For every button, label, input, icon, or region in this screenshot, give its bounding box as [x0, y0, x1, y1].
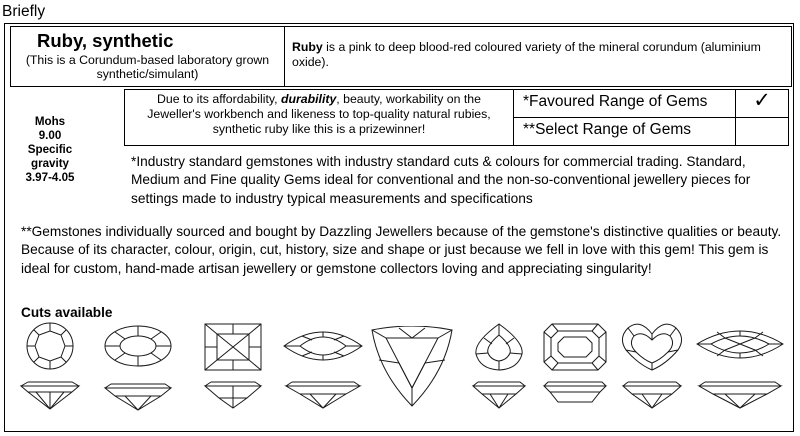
- round-cut-icon: [18, 322, 82, 412]
- gem-description-cell: [284, 26, 792, 87]
- favoured-range-label: *Favoured Range of Gems: [513, 89, 736, 118]
- select-gems-text: **Gemstones individually sourced and bought by Dazzling Jewellers because of the gemstone's distinctive qualities or beauty. Because of its character, colour, origin, cut, history, size and shape or just because we fell in love with this gem! This gem is ideal for custom, hand-made artisan jewellery or gemstone collectors loving and appreciating singularity!: [21, 224, 782, 276]
- princess-cut-icon: [203, 322, 263, 412]
- highlight-text-end: , beauty, workability on the Jeweller's workbench and likeness to top-quality natural rubies, synthetic ruby like this is a prizewinner!: [147, 92, 491, 136]
- gem-name: Ruby, synthetic: [37, 30, 174, 51]
- specific-gravity-value: 3.97-4.05: [25, 171, 75, 184]
- gem-description-name: Ruby: [292, 40, 323, 54]
- gem-name-cell: [10, 26, 285, 87]
- marquise-cut-icon: [282, 322, 364, 412]
- oval-cut-icon: [103, 324, 173, 412]
- pear-cut-icon: [470, 322, 528, 412]
- select-range-check: [735, 117, 789, 146]
- cushion-cut-icon: [695, 322, 785, 412]
- industry-standard-text: *Industry standard gemstones with industry standard cuts & colours for commercial trading. Standard, Medium and Fine quality Gems ideal for conventional and the non-so-conventional jewellery pieces for settings made to industry typical measurements and specifications: [131, 154, 751, 206]
- emerald-cut-icon: [542, 322, 608, 412]
- specific-gravity-label: Specific gravity: [27, 143, 73, 170]
- gem-stats: [8, 115, 92, 185]
- highlight-box: [124, 89, 514, 146]
- favoured-range-check: ✓: [735, 89, 789, 118]
- gem-subtitle: (This is a Corundum-based laboratory grown synthetic/simulant): [25, 53, 270, 81]
- select-range-label: **Select Range of Gems: [513, 117, 736, 146]
- mohs-value: 9.00: [38, 129, 62, 142]
- cuts-label: Cuts available: [21, 305, 113, 320]
- heart-cut-icon: [620, 322, 684, 412]
- trillion-cut-icon: [369, 326, 455, 408]
- gem-description: is a pink to deep blood-red coloured variety of the mineral corundum (aluminium oxide).: [292, 40, 761, 69]
- page-title: Briefly: [2, 3, 46, 20]
- mohs-label: Mohs: [34, 115, 66, 128]
- highlight-emphasis: durability: [280, 92, 337, 106]
- highlight-text-start: Due to its affordability,: [157, 92, 281, 106]
